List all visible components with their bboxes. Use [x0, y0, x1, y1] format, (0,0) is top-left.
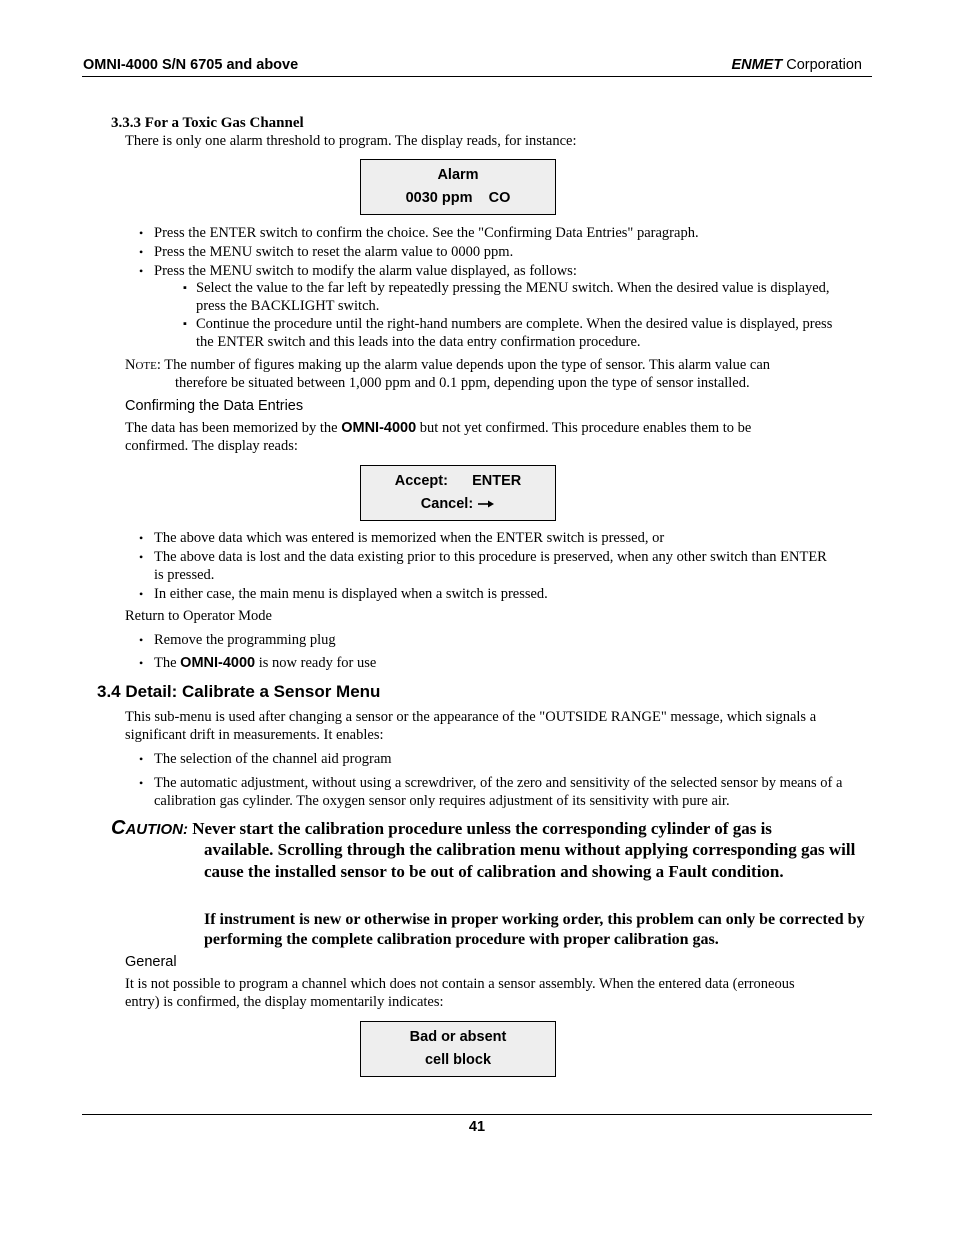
- header-company: [731, 56, 862, 74]
- confirm-text-post1: but not yet confirmed. This procedure enables them to be: [416, 420, 752, 436]
- caution-p2: If instrument is new or otherwise in proper working order, this problem can only be corrected by performing the complete calibration procedure with proper calibration gas.: [204, 911, 865, 948]
- return-b2-post: is now ready for use: [255, 655, 377, 671]
- display-bad-cell-line1: Bad or absent: [409, 1029, 507, 1045]
- confirming-paragraph-line2: confirmed. The display reads:: [125, 438, 298, 454]
- display-alarm: [360, 159, 556, 215]
- display-confirm-line2: [361, 493, 555, 516]
- return-heading: Return to Operator Mode: [125, 608, 272, 624]
- display-confirm-cancel: Cancel:: [420, 496, 478, 512]
- confirming-heading: Confirming the Data Entries: [125, 398, 304, 414]
- company-brand: ENMET: [731, 57, 783, 73]
- section-3-4-p1: This sub-menu is used after changing a sensor or the appearance of the "OUTSIDE RANGE" message, which signals a: [125, 709, 817, 725]
- display-confirm: [360, 465, 556, 521]
- note-text-line1: : The number of figures making up the alarm value depends upon the type of sensor. This alarm value can: [156, 357, 771, 373]
- general-heading: General: [125, 954, 177, 970]
- caution-label-small: AUTION:: [125, 821, 188, 838]
- list-item: ▪ Continue the procedure until the right-hand numbers are complete. When the desired value is displayed, press the ENTER switch and this leads into the data entry confirmation procedure.: [183, 315, 853, 351]
- list-item: • In either case, the main menu is displayed when a switch is pressed.: [125, 585, 835, 603]
- note-label-big: N: [125, 357, 136, 373]
- alarm-steps-list: [125, 224, 865, 280]
- caution-first-line: [111, 817, 871, 841]
- general-p2: entry) is confirmed, the display momentarily indicates:: [125, 994, 444, 1010]
- footer-rule: [82, 1114, 872, 1115]
- caution-text-rest: available. Scrolling through the calibration menu without applying corresponding gas will cause the installed sensor to be out of calibration and showing a Fault condition.: [204, 840, 856, 881]
- confirm-outcomes-list: [125, 529, 835, 603]
- list-item: • Press the ENTER switch to confirm the choice. See the "Confirming Data Entries" paragraph.: [125, 224, 865, 242]
- display-alarm-line1: Alarm: [437, 167, 479, 183]
- arrow-right-icon: [477, 499, 495, 509]
- list-item: • Remove the programming plug: [125, 631, 865, 649]
- list-item: • The above data is lost and the data existing prior to this procedure is preserved, when any other switch than ENTER is pressed.: [125, 548, 835, 584]
- note-label-small: OTE: [135, 360, 157, 372]
- list-item: • Press the MENU switch to modify the alarm value displayed, as follows:: [125, 262, 865, 280]
- alarm-substeps-list: [183, 279, 853, 351]
- list-item: ▪ Select the value to the far left by repeatedly pressing the MENU switch. When the desired value is displayed, press the BACKLIGHT switch.: [183, 279, 853, 315]
- section-3-4-title: 3.4 Detail: Calibrate a Sensor Menu: [97, 682, 381, 701]
- caution-label: [111, 819, 188, 838]
- list-item: • The automatic adjustment, without using a screwdriver, of the zero and sensitivity of the selected sensor by means of a calibration gas cylinder. The oxygen sensor only requires adjustment of its sensitivity with pure air.: [125, 774, 870, 810]
- list-item: • The selection of the channel aid program: [125, 750, 870, 768]
- section-3-3-3-intro: There is only one alarm threshold to program. The display reads, for instance:: [125, 133, 577, 149]
- note-paragraph: [125, 356, 865, 375]
- company-suffix: Corporation: [782, 57, 862, 73]
- general-p1: It is not possible to program a channel which does not contain a sensor assembly. When the entered data (erroneous: [125, 976, 795, 992]
- list-item: • The above data which was entered is memorized when the ENTER switch is pressed, or: [125, 529, 835, 547]
- caution-text-line1: Never start the calibration procedure unless the corresponding cylinder of gas is: [192, 819, 772, 838]
- page-number: 41: [468, 1119, 486, 1135]
- section-3-4-p2: significant drift in measurements. It enables:: [125, 727, 384, 743]
- confirm-brand: OMNI-4000: [341, 420, 417, 436]
- list-item: • Press the MENU switch to reset the alarm value to 0000 ppm.: [125, 243, 865, 261]
- header-title: OMNI-4000 S/N 6705 and above: [83, 57, 299, 73]
- return-b2-pre: The: [154, 655, 181, 671]
- display-bad-cell-line2: cell block: [424, 1052, 492, 1068]
- confirming-paragraph: [125, 419, 865, 437]
- confirm-text-pre: The data has been memorized by the: [125, 420, 342, 436]
- return-b2-brand: OMNI-4000: [180, 655, 256, 671]
- section-3-3-3-title: 3.3.3 For a Toxic Gas Channel: [111, 115, 304, 131]
- calibrate-features-list: [125, 750, 870, 810]
- return-steps-list: [125, 631, 865, 672]
- display-confirm-line1: Accept: ENTER: [394, 473, 522, 489]
- caution-label-big: C: [111, 817, 126, 839]
- display-bad-cell: [360, 1021, 556, 1077]
- list-item: [125, 654, 865, 672]
- header-rule: [82, 76, 872, 77]
- display-alarm-line2: 0030 ppm CO: [405, 190, 511, 206]
- note-text-line2: therefore be situated between 1,000 ppm and 0.1 ppm, depending upon the type of sensor installed.: [175, 375, 750, 391]
